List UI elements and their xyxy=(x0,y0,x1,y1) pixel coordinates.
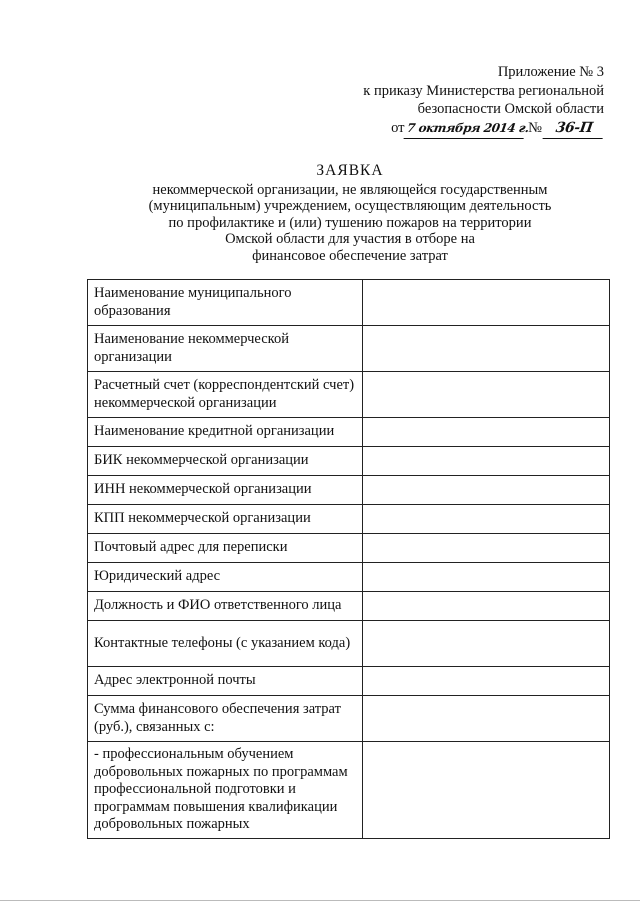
field-label: Контактные телефоны (с указанием кода) xyxy=(88,621,363,667)
field-value[interactable] xyxy=(363,534,610,563)
field-value[interactable] xyxy=(363,326,610,372)
table-row xyxy=(88,563,610,592)
handwritten-date: 7 октября 2014 г. xyxy=(403,119,526,139)
table-row xyxy=(88,667,610,696)
field-value[interactable] xyxy=(363,592,610,621)
field-value[interactable] xyxy=(363,505,610,534)
table-row xyxy=(88,476,610,505)
field-label: Расчетный счет (корреспондентский счет) некоммерческой организации xyxy=(88,372,363,418)
order-reference: к приказу Министерства региональной xyxy=(363,82,604,99)
table-row xyxy=(88,696,610,742)
field-label: Наименование некоммерческой организации xyxy=(88,326,363,372)
field-value[interactable] xyxy=(363,280,610,326)
field-value[interactable] xyxy=(363,563,610,592)
handwritten-number: 36-П xyxy=(543,119,606,139)
field-label: Адрес электронной почты xyxy=(88,667,363,696)
field-label: Почтовый адрес для переписки xyxy=(88,534,363,563)
table-row xyxy=(88,592,610,621)
table-row xyxy=(88,372,610,418)
subtitle-line: финансовое обеспечение затрат xyxy=(252,247,448,264)
subtitle-line: (муниципальным) учреждением, осуществляющим деятельность xyxy=(148,198,552,214)
field-value[interactable] xyxy=(363,742,610,839)
table-row xyxy=(88,326,610,372)
field-label: КПП некоммерческой организации xyxy=(88,505,363,534)
table-row xyxy=(88,418,610,447)
field-label: Юридический адрес xyxy=(88,563,363,592)
date-prefix: от xyxy=(391,119,405,136)
field-value[interactable] xyxy=(363,372,610,418)
page-title: ЗАЯВКА xyxy=(316,162,384,179)
table-row xyxy=(88,534,610,563)
number-prefix: № xyxy=(528,119,542,136)
field-label: - профессиональным обучением добровольных пожарных по программам профессиональной подготовки и программам повышения квалификации добровольных пожарных xyxy=(88,742,363,839)
ministry-name: безопасности Омской области xyxy=(417,101,604,117)
subtitle-line: Омской области для участия в отборе на xyxy=(225,231,475,247)
table-row xyxy=(88,447,610,476)
field-label: Должность и ФИО ответственного лица xyxy=(88,592,363,621)
field-label: Наименование муниципального образования xyxy=(88,280,363,326)
field-label: Сумма финансового обеспечения затрат (руб.), связанных с: xyxy=(88,696,363,742)
document-header xyxy=(304,63,604,138)
field-value[interactable] xyxy=(363,621,610,667)
table-row xyxy=(88,621,610,667)
field-value[interactable] xyxy=(363,447,610,476)
table-row xyxy=(88,742,610,839)
order-date-number xyxy=(304,119,604,139)
subtitle-line: по профилактике и (или) тушению пожаров на территории xyxy=(168,214,532,231)
scan-edge-line xyxy=(0,900,640,901)
field-value[interactable] xyxy=(363,418,610,447)
field-value[interactable] xyxy=(363,667,610,696)
field-label: Наименование кредитной организации xyxy=(88,418,363,447)
field-value[interactable] xyxy=(363,476,610,505)
field-value[interactable] xyxy=(363,696,610,742)
subtitle-line: некоммерческой организации, не являющейся государственным xyxy=(152,181,548,198)
table-row xyxy=(88,505,610,534)
application-form-table xyxy=(87,279,610,839)
field-label: ИНН некоммерческой организации xyxy=(88,476,363,505)
table-row xyxy=(88,280,610,326)
appendix-number: Приложение № 3 xyxy=(497,64,604,80)
document-title xyxy=(100,163,600,264)
field-label: БИК некоммерческой организации xyxy=(88,447,363,476)
